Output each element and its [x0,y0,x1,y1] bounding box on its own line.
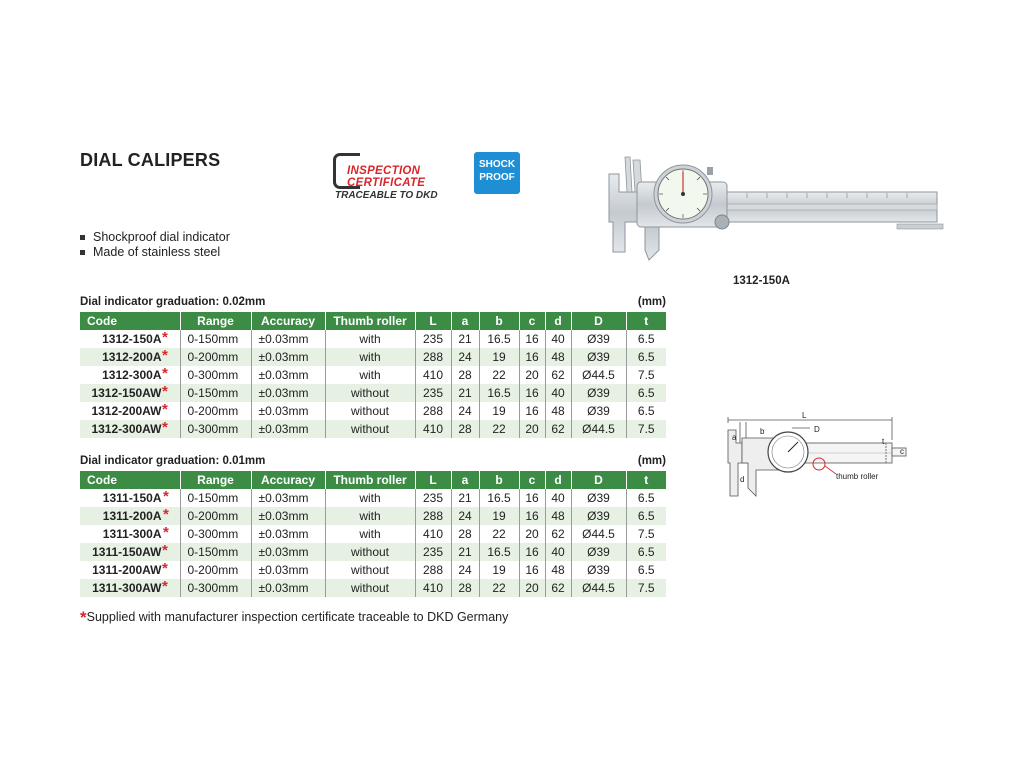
table-row [80,402,666,420]
table-cell: Ø39 [571,543,626,561]
product-code: 1311-200AW [92,563,162,577]
product-code: 1312-150A [102,332,162,346]
table-row [80,489,666,507]
table-header-row [80,471,666,489]
certificate-star-icon: * [163,488,169,505]
table-cell: 28 [451,420,479,438]
table-cell: 0-300mm [180,579,251,597]
certificate-star-icon: * [162,383,168,400]
table-cell: 21 [451,543,479,561]
table-cell: Ø44.5 [571,420,626,438]
column-header: Thumb roller [325,471,415,489]
table1-heading [80,296,666,308]
table-cell: 19 [479,561,519,579]
column-header: d [545,312,571,330]
table-row [80,525,666,543]
table-cell: 235 [415,489,451,507]
feature-list [80,230,230,260]
table-cell: 48 [545,507,571,525]
product-code-cell [80,330,180,348]
table-cell: 288 [415,561,451,579]
table-cell: 22 [479,420,519,438]
table-cell: 6.5 [626,561,666,579]
table-cell: with [325,348,415,366]
table-cell: Ø44.5 [571,525,626,543]
table-cell: 0-150mm [180,384,251,402]
table-cell: 24 [451,402,479,420]
column-header: Range [180,312,251,330]
table-row [80,366,666,384]
table-cell: ±0.03mm [251,507,325,525]
table-cell: 235 [415,384,451,402]
column-header: c [519,312,545,330]
table-cell: 40 [545,330,571,348]
table-cell: 410 [415,420,451,438]
table-cell: 288 [415,348,451,366]
product-code-cell [80,348,180,366]
table2-unit: (mm) [637,455,666,467]
table-cell: 16.5 [479,384,519,402]
product-code: 1312-300A [102,368,162,382]
column-header: D [571,312,626,330]
footnote-star: * [80,608,87,627]
feature-text: Shockproof dial indicator [93,230,230,244]
table-cell: 40 [545,543,571,561]
caliper-product-image [597,152,947,270]
table-cell: 0-200mm [180,507,251,525]
table-cell: Ø44.5 [571,366,626,384]
page-title: DIAL CALIPERS [80,150,221,170]
table-cell: 20 [519,420,545,438]
table-cell: 28 [451,579,479,597]
table-cell: 410 [415,366,451,384]
table-cell: Ø39 [571,561,626,579]
table-cell: ±0.03mm [251,489,325,507]
product-code-cell [80,579,180,597]
table-cell: 48 [545,561,571,579]
diagram-label-b: b [760,427,765,436]
table-cell: ±0.03mm [251,561,325,579]
table-cell: 6.5 [626,402,666,420]
table2-title: Dial indicator graduation: 0.01mm [80,455,266,467]
certificate-star-icon: * [162,347,168,364]
product-code: 1311-150A [102,491,162,505]
table-cell: Ø39 [571,384,626,402]
diagram-label-D: D [814,425,820,434]
product-code: 1312-300AW [91,422,162,436]
bullet-icon [80,250,85,255]
table-row [80,561,666,579]
table-cell: 6.5 [626,543,666,561]
table-cell: 21 [451,489,479,507]
table-cell: 6.5 [626,507,666,525]
table-cell: Ø39 [571,330,626,348]
product-code: 1312-150AW [91,386,162,400]
table-row [80,420,666,438]
product-code: 1311-300AW [92,581,162,595]
column-header: t [626,471,666,489]
product-code-cell [80,507,180,525]
certificate-star-icon: * [163,506,169,523]
table-cell: 19 [479,348,519,366]
table-cell: without [325,579,415,597]
table-row [80,348,666,366]
column-header: t [626,312,666,330]
table-cell: with [325,330,415,348]
column-header: a [451,312,479,330]
table-cell: 24 [451,561,479,579]
table-cell: 16.5 [479,543,519,561]
table-cell: 40 [545,489,571,507]
cert-line-1: INSPECTION [347,165,421,177]
table-cell: 24 [451,348,479,366]
table-cell: 0-150mm [180,543,251,561]
product-code-cell [80,525,180,543]
table-cell: with [325,366,415,384]
table-cell: ±0.03mm [251,366,325,384]
table1-unit: (mm) [637,296,666,308]
table-cell: ±0.03mm [251,330,325,348]
table-cell: without [325,561,415,579]
table-cell: 20 [519,579,545,597]
certificate-star-icon: * [162,542,168,559]
table-cell: 24 [451,507,479,525]
product-code: 1311-200A [102,509,162,523]
table-cell: ±0.03mm [251,420,325,438]
table-cell: 20 [519,525,545,543]
table-cell: 16 [519,489,545,507]
table-cell: 20 [519,366,545,384]
footnote [80,606,508,626]
table-cell: 19 [479,402,519,420]
table-cell: 288 [415,507,451,525]
product-code: 1312-200A [102,350,162,364]
table-cell: Ø39 [571,489,626,507]
table1-title: Dial indicator graduation: 0.02mm [80,296,266,308]
bullet-icon [80,235,85,240]
table-cell: 0-200mm [180,348,251,366]
table-cell: 62 [545,366,571,384]
table-cell: ±0.03mm [251,579,325,597]
table-cell: 7.5 [626,420,666,438]
table-cell: 7.5 [626,525,666,543]
table-cell: Ø39 [571,402,626,420]
certificate-star-icon: * [162,419,168,436]
table-cell: without [325,420,415,438]
table-row [80,384,666,402]
table-cell: 40 [545,384,571,402]
column-header: Code [80,312,180,330]
column-header: Thumb roller [325,312,415,330]
table-cell: 19 [479,507,519,525]
table-cell: 0-300mm [180,525,251,543]
table-cell: 288 [415,402,451,420]
product-code: 1311-150AW [92,545,162,559]
table-cell: 16.5 [479,330,519,348]
column-header: Code [80,471,180,489]
certificate-star-icon: * [162,578,168,595]
table-cell: 16 [519,561,545,579]
table-cell: 16 [519,330,545,348]
table-cell: without [325,543,415,561]
certificate-star-icon: * [162,401,168,418]
inspection-certificate-logo [333,153,463,203]
table-cell: 22 [479,525,519,543]
certificate-star-icon: * [163,524,169,541]
certificate-star-icon: * [162,329,168,346]
table-cell: 16.5 [479,489,519,507]
spec-table-001 [80,471,666,597]
table-cell: 410 [415,525,451,543]
table-cell: 235 [415,543,451,561]
table-cell: 16 [519,402,545,420]
table-cell: 21 [451,384,479,402]
table-cell: 16 [519,348,545,366]
column-header: b [479,471,519,489]
badge-line-1: SHOCK [478,159,516,170]
product-code-cell [80,561,180,579]
table-cell: 28 [451,525,479,543]
footnote-text: Supplied with manufacturer inspection certificate traceable to DKD Germany [86,610,509,624]
table-cell: 16 [519,507,545,525]
table-cell: 0-150mm [180,330,251,348]
column-header: Range [180,471,251,489]
table-cell: 62 [545,525,571,543]
table-header-row [80,312,666,330]
table-cell: 28 [451,366,479,384]
product-code-cell [80,543,180,561]
product-code-cell [80,420,180,438]
table-cell: 0-200mm [180,561,251,579]
column-header: c [519,471,545,489]
table-cell: ±0.03mm [251,348,325,366]
table-cell: 62 [545,579,571,597]
product-code: 1311-300A [102,527,162,541]
table-cell: ±0.03mm [251,402,325,420]
table-cell: 6.5 [626,489,666,507]
table-cell: with [325,525,415,543]
table-cell: 16 [519,543,545,561]
table-cell: Ø39 [571,348,626,366]
column-header: b [479,312,519,330]
caliper-dimension-diagram [722,410,912,502]
product-code-cell [80,366,180,384]
diagram-label-t: t [882,437,885,446]
table-cell: ±0.03mm [251,384,325,402]
table-cell: 48 [545,348,571,366]
badge-line-2: PROOF [479,172,515,183]
table-cell: without [325,402,415,420]
cert-line-2: CERTIFICATE [347,177,426,189]
certificate-star-icon: * [162,365,168,382]
table-cell: ±0.03mm [251,543,325,561]
product-code-cell [80,489,180,507]
diagram-label-L: L [802,411,807,420]
table-row [80,543,666,561]
table-row [80,330,666,348]
spec-table-002 [80,312,666,438]
table-cell: 7.5 [626,579,666,597]
diagram-label-a: a [732,433,737,442]
feature-item [80,230,230,245]
column-header: D [571,471,626,489]
photo-caption: 1312-150A [733,275,790,287]
column-header: d [545,471,571,489]
table-cell: with [325,489,415,507]
diagram-label-c: c [900,447,904,456]
table-cell: 16 [519,384,545,402]
diagram-label-thumb-roller: thumb roller [836,472,879,481]
table-cell: 22 [479,366,519,384]
table-cell: 48 [545,402,571,420]
product-code-cell [80,402,180,420]
table-cell: 0-150mm [180,489,251,507]
table-cell: with [325,507,415,525]
shockproof-badge [474,152,520,194]
table-row [80,579,666,597]
column-header: L [415,312,451,330]
product-code: 1312-200AW [91,404,162,418]
table-cell: 6.5 [626,330,666,348]
column-header: a [451,471,479,489]
feature-item [80,245,230,260]
table-cell: 7.5 [626,366,666,384]
table-cell: 21 [451,330,479,348]
table2-heading [80,455,666,467]
column-header: Accuracy [251,471,325,489]
table-cell: 235 [415,330,451,348]
column-header: Accuracy [251,312,325,330]
table-cell: 410 [415,579,451,597]
table-cell: ±0.03mm [251,525,325,543]
table-cell: 6.5 [626,384,666,402]
certificate-star-icon: * [162,560,168,577]
diagram-label-d: d [740,475,745,484]
table-cell: 62 [545,420,571,438]
table-cell: 0-200mm [180,402,251,420]
table-cell: 0-300mm [180,420,251,438]
table-cell: 6.5 [626,348,666,366]
table-cell: without [325,384,415,402]
product-code-cell [80,384,180,402]
table-cell: Ø44.5 [571,579,626,597]
table-row [80,507,666,525]
table-cell: 22 [479,579,519,597]
cert-line-3: TRACEABLE TO DKD [335,190,438,201]
table-cell: Ø39 [571,507,626,525]
column-header: L [415,471,451,489]
feature-text: Made of stainless steel [93,245,221,259]
table-cell: 0-300mm [180,366,251,384]
